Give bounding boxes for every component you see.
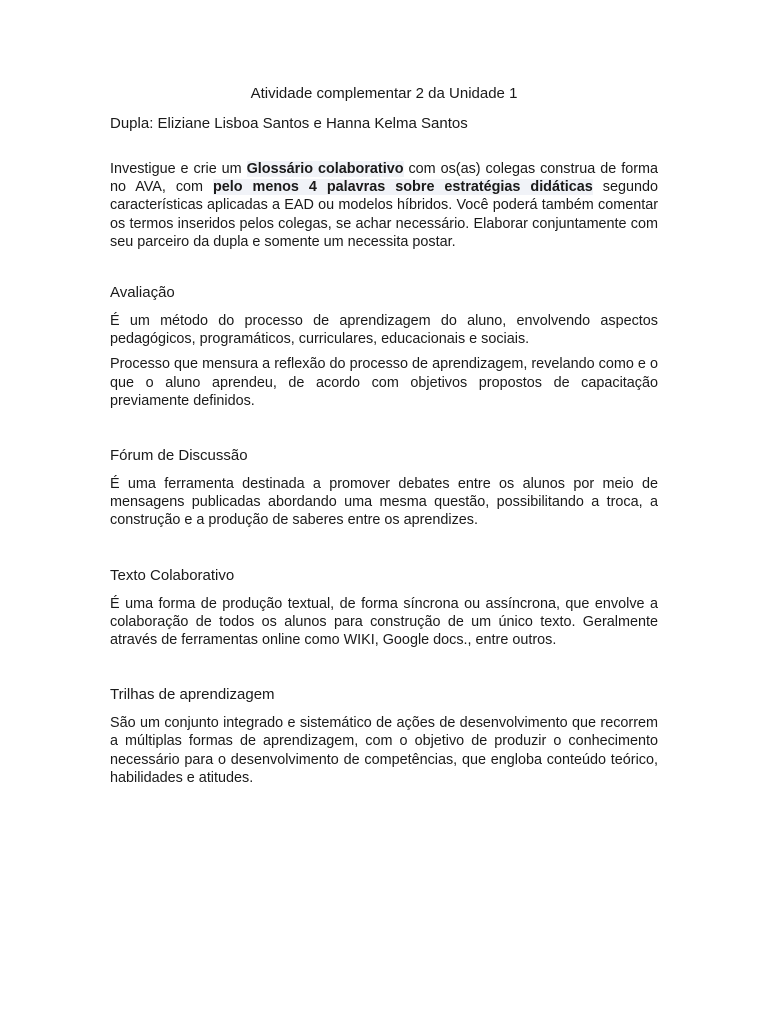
document-title: Atividade complementar 2 da Unidade 1 (250, 85, 518, 102)
section-forum (110, 446, 658, 530)
section-title-trilhas: Trilhas de aprendizagem (110, 686, 275, 704)
intro-text-3: segundo características aplicadas a EAD ou modelos híbridos. Você poderá também comentar os termos inseridos pelos colegas, se achar necessário. Elaborar conjuntamente com seu parceiro da dupla e somente um necessita postar. (110, 179, 658, 250)
section-paragraph: São um conjunto integrado e sistemático de ações de desenvolvimento que recorrem a múltiplas formas de aprendizagem, com o objetivo de produzir o conhecimento necessário para o desenvolvimento de competências, que engloba conteúdo teórico, habilidades e atitudes. (110, 715, 658, 786)
section-paragraph: É uma forma de produção textual, de forma síncrona ou assíncrona, que envolve a colaboração de todos os alunos para construção de um único texto. Geralmente através de ferramentas online como WIKI, Google docs., entre outros. (110, 595, 658, 649)
section-title-forum: Fórum de Discussão (110, 447, 248, 465)
section-paragraph: É um método do processo de aprendizagem do aluno, envolvendo aspectos pedagógicos, programáticos, curriculares, educacionais e sociais. (110, 313, 658, 348)
section-avaliacao (110, 283, 658, 410)
intro-bold-palavras: pelo menos 4 palavras sobre estratégias didáticas (212, 179, 593, 196)
section-trilhas (110, 685, 658, 787)
intro-text-1: Investigue e crie um (110, 161, 247, 177)
section-title-texto-colaborativo: Texto Colaborativo (110, 566, 235, 584)
dupla-line: Dupla: Eliziane Lisboa Santos e Hanna Kelma Santos (110, 115, 468, 132)
section-paragraph: Processo que mensura a reflexão do processo de aprendizagem, revelando como e o que o aluno aprendeu, de acordo com objetivos propostos de capacitação previamente definidos. (110, 356, 658, 409)
intro-text-2: com os(as) colegas construa de forma no AVA, com (110, 161, 658, 196)
section-paragraph: É uma ferramenta destinada a promover debates entre os alunos por meio de mensagens publicadas abordando uma mesma questão, possibilitando a troca, a construção e a produção de saberes entre os aprendizes. (110, 476, 658, 529)
section-title-avaliacao: Avaliação (110, 284, 175, 302)
section-texto-colaborativo (110, 566, 658, 650)
document-page (110, 84, 658, 787)
intro-bold-glossario: Glossário colaborativo (246, 161, 404, 177)
intro-paragraph (110, 160, 658, 251)
